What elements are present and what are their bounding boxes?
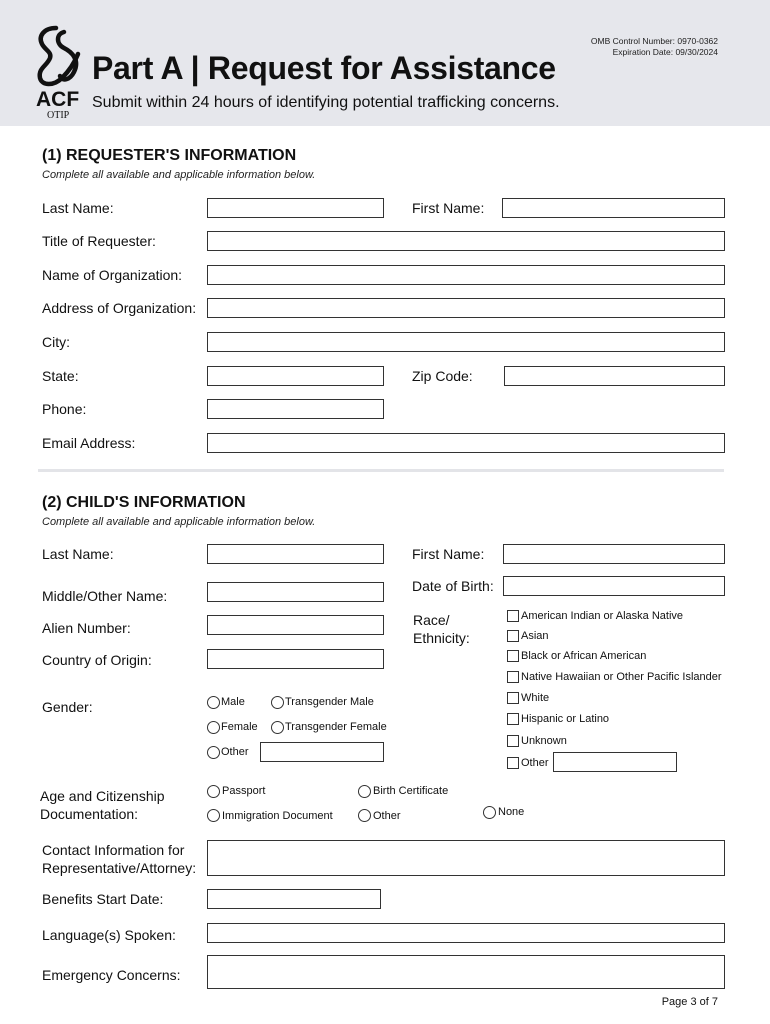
emergency-label: Emergency Concerns: bbox=[42, 967, 181, 983]
section1-subtitle: Complete all available and applicable information below. bbox=[42, 169, 316, 181]
gender-option-label: Transgender Male bbox=[285, 696, 374, 708]
omb-control-number: OMB Control Number: 0970-0362 bbox=[590, 36, 718, 46]
gender-radio-transgender-male[interactable] bbox=[271, 696, 284, 709]
race-option-label: Unknown bbox=[521, 735, 567, 747]
req-zip-field[interactable] bbox=[504, 366, 725, 386]
benefits-start-label: Benefits Start Date: bbox=[42, 891, 164, 907]
gender-radio-transgender-female[interactable] bbox=[271, 721, 284, 734]
child-middle-name-field[interactable] bbox=[207, 582, 384, 602]
doc-radio-birth-certificate[interactable] bbox=[358, 785, 371, 798]
req-last-name-label: Last Name: bbox=[42, 200, 114, 216]
req-org-label: Name of Organization: bbox=[42, 267, 183, 283]
race-option-label: Native Hawaiian or Other Pacific Islander bbox=[521, 671, 722, 683]
doc-radio-immigration-document[interactable] bbox=[207, 809, 220, 822]
gender-other-field[interactable] bbox=[260, 742, 384, 762]
req-city-label: City: bbox=[42, 334, 70, 350]
child-first-name-label: First Name: bbox=[412, 546, 485, 562]
gender-radio-female[interactable] bbox=[207, 721, 220, 734]
race-checkbox-white[interactable] bbox=[507, 692, 519, 704]
child-alien-number-label: Alien Number: bbox=[42, 620, 131, 636]
emergency-field[interactable] bbox=[207, 955, 725, 989]
acf-logo bbox=[34, 24, 86, 120]
req-email-field[interactable] bbox=[207, 433, 725, 453]
race-checkbox-asian[interactable] bbox=[507, 630, 519, 642]
doc-radio-none[interactable] bbox=[483, 806, 496, 819]
page-subtitle: Submit within 24 hours of identifying potential trafficking concerns. bbox=[92, 94, 560, 111]
section2-title: (2) CHILD'S INFORMATION bbox=[42, 494, 246, 511]
race-checkbox-black[interactable] bbox=[507, 650, 519, 662]
race-checkbox-other[interactable] bbox=[507, 757, 519, 769]
doc-option-label: Immigration Document bbox=[222, 810, 333, 822]
gender-option-label: Transgender Female bbox=[285, 721, 387, 733]
req-first-name-field[interactable] bbox=[502, 198, 725, 218]
svg-text:ACF: ACF bbox=[36, 88, 80, 111]
gender-radio-male[interactable] bbox=[207, 696, 220, 709]
req-email-label: Email Address: bbox=[42, 435, 136, 451]
race-option-label: Other bbox=[521, 757, 549, 769]
expiration-date: Expiration Date: 09/30/2024 bbox=[612, 47, 718, 57]
doc-option-label: Passport bbox=[222, 785, 266, 797]
req-address-field[interactable] bbox=[207, 298, 725, 318]
doc-option-label: Birth Certificate bbox=[373, 785, 449, 797]
section2-subtitle: Complete all available and applicable information below. bbox=[42, 516, 316, 528]
section1-title: (1) REQUESTER'S INFORMATION bbox=[42, 147, 297, 164]
race-other-field[interactable] bbox=[553, 752, 677, 772]
race-option-label: Black or African American bbox=[521, 650, 647, 662]
child-first-name-field[interactable] bbox=[503, 544, 725, 564]
child-dob-label: Date of Birth: bbox=[412, 578, 494, 594]
req-city-field[interactable] bbox=[207, 332, 725, 352]
req-state-field[interactable] bbox=[207, 366, 384, 386]
req-phone-label: Phone: bbox=[42, 401, 87, 417]
header-band bbox=[0, 0, 770, 126]
doc-option-label: Other bbox=[373, 810, 401, 822]
contact-field[interactable] bbox=[207, 840, 725, 876]
child-last-name-field[interactable] bbox=[207, 544, 384, 564]
language-field[interactable] bbox=[207, 923, 725, 943]
req-state-label: State: bbox=[42, 368, 79, 384]
documentation-label: Age and Citizenship Documentation: bbox=[40, 788, 165, 822]
child-middle-name-label: Middle/Other Name: bbox=[42, 588, 168, 604]
req-title-field[interactable] bbox=[207, 231, 725, 251]
child-alien-number-field[interactable] bbox=[207, 615, 384, 635]
req-zip-label: Zip Code: bbox=[412, 368, 473, 384]
req-title-label: Title of Requester: bbox=[42, 233, 156, 249]
race-checkbox-american-indian[interactable] bbox=[507, 610, 519, 622]
doc-radio-passport[interactable] bbox=[207, 785, 220, 798]
race-option-label: Hispanic or Latino bbox=[521, 713, 610, 725]
child-country-field[interactable] bbox=[207, 649, 384, 669]
race-checkbox-native-hawaiian[interactable] bbox=[507, 671, 519, 683]
req-org-field[interactable] bbox=[207, 265, 725, 285]
doc-radio-other[interactable] bbox=[358, 809, 371, 822]
gender-option-label: Other bbox=[221, 746, 249, 758]
contact-label: Contact Information for Representative/Attorney: bbox=[42, 842, 197, 876]
race-option-label: American Indian or Alaska Native bbox=[521, 610, 684, 622]
section-divider bbox=[38, 469, 724, 472]
language-label: Language(s) Spoken: bbox=[42, 927, 176, 943]
race-checkbox-hispanic[interactable] bbox=[507, 713, 519, 725]
page-number: Page 3 of 7 bbox=[661, 996, 718, 1008]
gender-radio-other[interactable] bbox=[207, 746, 220, 759]
gender-label: Gender: bbox=[42, 699, 93, 715]
omb-info bbox=[591, 36, 718, 58]
gender-option-label: Male bbox=[221, 696, 245, 708]
req-first-name-label: First Name: bbox=[412, 200, 485, 216]
race-checkbox-unknown[interactable] bbox=[507, 735, 519, 747]
gender-option-label: Female bbox=[221, 721, 258, 733]
doc-option-label: None bbox=[498, 806, 525, 818]
benefits-start-field[interactable] bbox=[207, 889, 381, 909]
page-title: Part A | Request for Assistance bbox=[92, 50, 556, 86]
child-country-label: Country of Origin: bbox=[42, 652, 152, 668]
child-dob-field[interactable] bbox=[503, 576, 725, 596]
req-address-label: Address of Organization: bbox=[42, 300, 197, 316]
race-ethnicity-label: Race/ Ethnicity: bbox=[413, 612, 470, 646]
race-option-label: Asian bbox=[521, 630, 549, 642]
req-last-name-field[interactable] bbox=[207, 198, 384, 218]
race-option-label: White bbox=[521, 692, 550, 704]
req-phone-field[interactable] bbox=[207, 399, 384, 419]
svg-text:OTIP: OTIP bbox=[47, 110, 70, 120]
child-last-name-label: Last Name: bbox=[42, 546, 114, 562]
